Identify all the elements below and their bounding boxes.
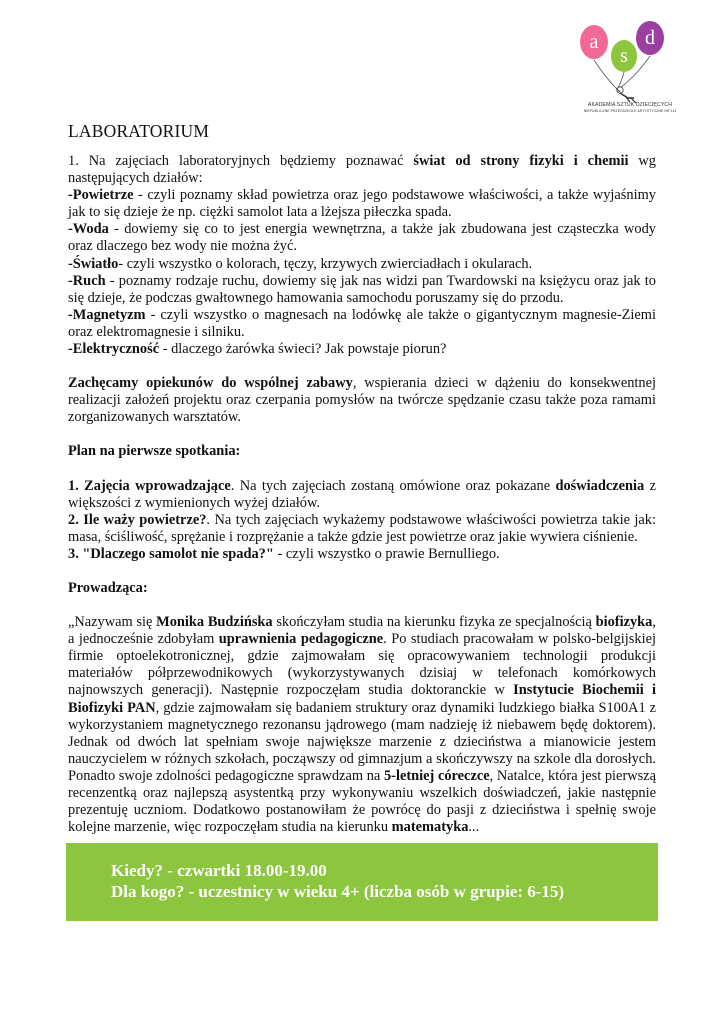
plan-item-bold: doświadczenia xyxy=(555,477,645,494)
logo-caption-text: AKADEMIA SZTUK DZIECIĘCYCH xyxy=(587,102,673,108)
bio-text: , gdzie zajmowałam się badaniem struktury oraz dynamiki ludzkiego białka S100A1 z wykorzystaniem magnetycznego rezonansu jądrowego (mam nadzieję iż niebawem będę doktorem). Jednak od dwóch lat spełniam swoje największe marzenie z dzieciństwa a mianowicie jestem nauczycielem w różnych szkołach, począwszy od gimnazjum a skończywszy na szkole dla dorosłych. Ponadto swoje zdolności pedagogiczne sprawdzam na xyxy=(68,699,656,784)
section-text: - czyli wszystko o kolorach, tęczy, krzywych zwierciadłach i okularach. xyxy=(118,255,533,272)
section-text: - dowiemy się co to jest energia wewnętrzna, a także jak zbudowana jest cząsteczka wody oraz dlaczego bez wody nie można żyć. xyxy=(68,221,656,255)
spacer xyxy=(68,461,656,478)
plan-item-title: 2. Ile waży powietrze? xyxy=(68,511,207,528)
encourage-text: , wspierania dzieci w dążeniu do konsekwentnej realizacji założeń projektu oraz czerpania pomysłów na twórcze spędzanie czasu także poza ramami zorganizowanych warsztatów. xyxy=(68,375,656,426)
section-text: - dlaczego żarówka świeci? Jak powstaje piorun? xyxy=(159,341,447,358)
plan-heading-text: Plan na pierwsze spotkania: xyxy=(68,443,241,460)
logo-letter-d: d xyxy=(645,27,655,49)
section-text: - czyli wszystko o magnesach na lodówkę ale także o gigantycznym magnesie-Ziemi oraz elektromagnesie i silniku. xyxy=(68,306,656,340)
section-name: -Elektryczność xyxy=(68,341,160,358)
section-name: -Magnetyzm xyxy=(68,306,146,323)
intro-bold: świat od strony fizyki i chemii xyxy=(413,153,629,169)
spacer xyxy=(68,426,656,443)
bio-text: ... xyxy=(468,819,480,836)
bio-text: , Natalce, która jest pierwszą recenzentką oraz najlepszą asystentką przy wykonywaniu wszelkich doświadczeń, jakie następnie prezentuję uczniom. Dodatkowo postanowiłam że powrócę do pasji z dzieciństwa i spełnię swoje kolejne marzenie, więc rozpoczęłam studia na kierunku xyxy=(68,767,657,836)
page-title: LABORATORIUM xyxy=(68,121,210,141)
teacher-permissions: uprawnienia pedagogiczne xyxy=(218,631,384,648)
teacher-specialty: biofizyka xyxy=(595,614,653,631)
plan-item-text: . Na tych zajęciach wykażemy podstawowe właściwości powietrza takie jak: masa, ściśliwość, sprężanie i rozprężanie a także gdzie jest powietrze oraz jakie wywiera ciśnienie. xyxy=(68,511,656,545)
section-name: -Światło xyxy=(68,255,119,272)
section-name: -Ruch xyxy=(68,272,106,289)
spacer xyxy=(68,358,656,375)
bio-text: „Nazywam się xyxy=(68,614,157,631)
teacher-heading-text: Prowadząca: xyxy=(68,579,148,596)
logo-subcaption: NIEPUBLICZNE PRZEDSZKOLE ARTYSTYCZNE NR 113 xyxy=(583,109,677,113)
plan-item-text: . Na tych zajęciach zostaną omówione oraz pokazane xyxy=(230,477,556,494)
teacher-name: Monika Budzińska xyxy=(156,614,273,631)
teacher-math: matematyka xyxy=(391,819,469,836)
plan-heading xyxy=(68,443,656,460)
section-text: - czyli poznamy skład powietrza oraz jego podstawowe właściwości, a także wyjaśnimy jak to się dzieje że np. ciężki samolot lata a lżejsza piłeczka spada. xyxy=(68,187,656,221)
plan-item-text: z większości z wymienionych wyżej działów. xyxy=(68,477,656,511)
section-name: -Powietrze xyxy=(68,187,134,204)
logo-letter-a: a xyxy=(589,31,599,53)
spacer xyxy=(68,563,656,580)
intro-text-2: wg następujących działów: xyxy=(68,153,657,187)
teacher-heading xyxy=(68,580,656,597)
plan-item-2 xyxy=(68,512,656,546)
bio-text: . Po studiach pracowałam w polsko-belgijskiej firmie optoelekotronicznej, gdzie zajmowałam się opracowywaniem technologii produkcji materiałów półprzewodnikowych (wykorzystywanych dzisiaj w telefonach komórkowych najnowszych generacji). Następnie rozpoczęłam studia doktoranckie w xyxy=(68,631,656,699)
intro-paragraph xyxy=(68,153,656,187)
section-woda xyxy=(68,221,656,255)
info-box xyxy=(66,843,658,921)
section-powietrze xyxy=(68,187,656,221)
logo-letter-s: s xyxy=(620,45,628,67)
section-text: - poznamy rodzaje ruchu, dowiemy się jak nas widzi pan Twardowski na księżycu oraz jak to się dzieje, że podczas gwałtownego hamowania samochodu poruszamy się do przodu. xyxy=(68,272,656,306)
section-swiatlo xyxy=(68,256,656,273)
document-body xyxy=(68,153,656,836)
spacer xyxy=(68,597,656,614)
plan-item-text: - czyli wszystko o prawie Bernulliego. xyxy=(273,545,500,562)
logo-caption xyxy=(582,102,678,114)
encourage-bold: Zachęcamy opiekunów do wspólnej zabawy xyxy=(68,375,353,392)
plan-item-3 xyxy=(68,546,656,563)
plan-item-title: 3. "Dlaczego samolot nie spada?" xyxy=(68,545,274,562)
section-elektrycznosc xyxy=(68,341,656,358)
info-who: Dla kogo? - uczestnicy w wieku 4+ (liczba osób w grupie: 6-15) xyxy=(111,882,565,901)
teacher-institute: Instytucie Biochemii i Biofizyki PAN xyxy=(68,682,656,716)
plan-item-1 xyxy=(68,478,656,512)
section-magnetyzm xyxy=(68,307,656,341)
bio-text: skończyłam studia na kierunku fizyka ze specjalnością xyxy=(272,614,596,631)
bio-text: , a jednocześnie zdobyłam xyxy=(68,614,656,648)
info-when: Kiedy? - czwartki 18.00-19.00 xyxy=(111,861,327,880)
encourage-paragraph xyxy=(68,375,656,426)
section-ruch xyxy=(68,273,656,307)
teacher-daughter: 5-letniej córeczce xyxy=(383,767,490,784)
teacher-bio xyxy=(68,614,656,836)
plan-item-title: 1. Zajęcia wprowadzające xyxy=(68,477,231,494)
section-name: -Woda xyxy=(68,221,109,238)
intro-text-1: 1. Na zajęciach laboratoryjnych będziemy poznawać xyxy=(68,153,414,169)
